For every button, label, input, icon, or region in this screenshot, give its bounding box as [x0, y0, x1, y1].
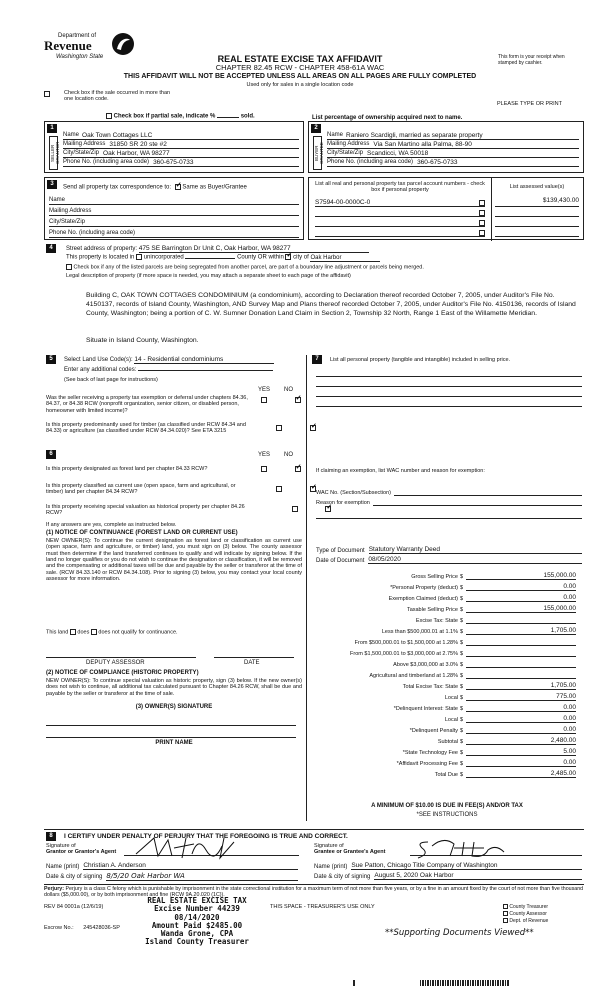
personal-line-3[interactable] [316, 393, 582, 397]
grantee-signature-line[interactable] [410, 850, 582, 856]
segregated-label: Check box if any of the listed parcels are being segregated from another parcel, are part of a boundary line adjustment or parcels being merged. [73, 264, 424, 271]
s5-no-header: NO [284, 387, 293, 393]
multi-location-label: Check box if the sale occurred in more than one location code. [64, 90, 171, 103]
grantee-name-label: Name (print) [314, 863, 348, 870]
calc-value[interactable]: 0.00 [466, 759, 576, 767]
doc-type-value[interactable]: Statutory Warranty Deed [369, 546, 582, 554]
partial-sale-checkbox[interactable] [106, 113, 112, 119]
copy-dor-label: Dept. of Revenue [509, 918, 549, 924]
seller-name-value[interactable]: Oak Town Cottages LLC [82, 131, 153, 139]
personal-property-label: List all personal property (tangible and intangible) included in selling price. [330, 357, 511, 363]
grantor-name-label: Name (print) [46, 863, 80, 870]
owner-signature-line[interactable] [46, 720, 296, 726]
personal-line-2[interactable] [316, 383, 582, 387]
section-7-calculation [310, 355, 584, 835]
s6-q1-yes-checkbox[interactable] [261, 466, 267, 472]
situate-text: Situate in Island County, Washington. [86, 337, 199, 344]
s5-q1-yes-checkbox[interactable] [261, 397, 267, 403]
grantor-name-value[interactable]: Christian A. Anderson [83, 862, 298, 870]
calc-value[interactable]: 155,000.00 [466, 572, 576, 580]
calc-label: From $1,500,000.01 to $3,000,000 at 2.75% [350, 650, 458, 657]
section-2-buyer [308, 121, 584, 173]
seller-addr-value[interactable]: 31850 SR 20 ste #2 [109, 140, 167, 148]
owner-print-name-line[interactable] [46, 732, 296, 738]
copy-dor-checkbox[interactable] [503, 918, 508, 923]
calc-label: Gross Selling Price [411, 573, 458, 580]
calc-row [310, 745, 584, 756]
seller-name-label: Name [63, 132, 80, 139]
seller-city-label: City/State/Zip [63, 150, 100, 157]
deputy-date-label: DATE [244, 660, 260, 666]
seller-phone-value[interactable]: 360-675-0733 [153, 158, 194, 166]
s6-no-header: NO [284, 452, 293, 458]
calc-label: Exemption Claimed (deduct) [388, 595, 458, 602]
receipt-note: This form is your receipt when stamped by cashier. [498, 54, 565, 66]
parcel-1-personal-checkbox[interactable] [479, 200, 485, 206]
wac-label: WAC No. (Section/Subsection) [316, 490, 391, 496]
stamp-line-5: Wanda Grone, CPA [160, 929, 234, 938]
calc-value[interactable] [466, 623, 576, 624]
section-5-land-use [44, 355, 304, 450]
calc-label: Subtotal [437, 738, 458, 745]
multi-location-row [44, 90, 194, 103]
dollar-sign: $ [460, 760, 464, 767]
calc-row [310, 613, 584, 624]
washington-state: Washington State [56, 54, 104, 60]
land-does-not-checkbox[interactable] [91, 629, 97, 635]
corr-addr-label: Mailing Address [49, 208, 92, 214]
land-label: This land [46, 629, 69, 636]
calc-value[interactable]: 5.00 [466, 748, 576, 756]
calc-value[interactable]: 775.00 [466, 693, 576, 701]
partial-sale-row [106, 113, 255, 120]
doc-date-label: Date of Document [316, 557, 365, 564]
calc-row [310, 701, 584, 712]
copy-treasurer-label: County Treasurer [509, 904, 549, 910]
assessed-value[interactable]: $139,430.00 [495, 197, 579, 207]
dollar-sign: $ [460, 606, 464, 613]
street-label: Street address of property: [66, 246, 138, 252]
calc-row [310, 690, 584, 701]
city-name[interactable]: Oak Harbor [310, 255, 380, 263]
grantor-signature-line[interactable] [124, 850, 299, 856]
copy-treasurer-checkbox[interactable] [503, 904, 508, 909]
sig-grantee-label-2: Grantee or Grantee's Agent [314, 849, 386, 856]
calc-label: Total Due [434, 771, 458, 778]
calc-value[interactable]: 0.00 [466, 715, 576, 723]
calc-row [310, 591, 584, 602]
section-1-seller [44, 121, 304, 173]
calc-value[interactable] [466, 667, 576, 668]
scan-mark-icon [353, 980, 355, 986]
dollar-sign: $ [460, 716, 464, 723]
middle-divider [306, 355, 307, 821]
calc-row [310, 723, 584, 734]
assessed-header: List assessed value(s) [509, 184, 565, 190]
stamp-line-1: REAL ESTATE EXCISE TAX [147, 896, 247, 905]
calc-label: Less than $500,000.01 at 1.1% [381, 628, 458, 635]
calc-label: *Personal Property (deduct) [390, 584, 458, 591]
exemption-label: If claiming an exemption, list WAC number and reason for exemption: [316, 468, 485, 474]
doc-type-label: Type of Document [316, 547, 365, 554]
section-2-number: 2 [311, 124, 321, 133]
calc-row [310, 602, 584, 613]
dollar-sign: $ [460, 749, 464, 756]
sig-grantee-label-1: Signature of [314, 843, 344, 849]
grantee-date-label: Date & city of signing [314, 873, 371, 880]
dollar-sign: $ [460, 617, 464, 624]
s5-q1: Was the seller receiving a property tax exemption or deferral under chapters 84.36, 84.37, or 84.38 RCW (nonprofit organization, senior citizen, or disabled person, homeowner with limited income)? [46, 395, 248, 414]
calc-label: Taxable Selling Price [406, 606, 458, 613]
treasurer-space: THIS SPACE - TREASURER'S USE ONLY [270, 904, 375, 910]
calc-label: *Delinquent Penalty [409, 727, 458, 734]
grantor-signature-icon [134, 834, 254, 860]
notice-3-title: (3) OWNER(S) SIGNATURE [135, 704, 213, 710]
section-3-number: 3 [47, 180, 57, 189]
calc-label: Local [444, 694, 458, 701]
calc-row [310, 624, 584, 635]
calc-value[interactable] [466, 645, 576, 646]
calc-value[interactable]: 0.00 [466, 726, 576, 734]
buyer-city-label: City/State/Zip [327, 150, 364, 157]
s6-q3: Is this property receiving special valuation as historical property per chapter 84.26 RCW? [46, 504, 245, 517]
dollar-sign: $ [460, 584, 464, 591]
section-1-number: 1 [47, 124, 57, 133]
same-as-buyer-label: Same as Buyer/Grantee [182, 184, 247, 191]
dollar-sign: $ [460, 672, 464, 679]
section-3-correspondence [44, 177, 304, 240]
section-7-number: 7 [312, 355, 322, 364]
revenue-word: Revenue [44, 38, 92, 53]
treasurer-stamp [132, 897, 262, 947]
minimum-note: A MINIMUM OF $10.00 IS DUE IN FEE(S) AND/OR TAX [371, 803, 523, 809]
calc-row [310, 569, 584, 580]
sig-grantor-label-2: Grantor or Grantor's Agent [46, 849, 117, 856]
calc-value[interactable]: 1,705.00 [466, 682, 576, 690]
dollar-sign: $ [460, 705, 464, 712]
calc-label: *Affidavit Processing Fee [396, 760, 458, 767]
partial-sale-percent[interactable] [217, 117, 239, 118]
seller-city-value[interactable]: Oak Harbor, WA 98277 [103, 149, 170, 157]
city-of-checkbox[interactable] [285, 254, 291, 260]
parcel-2-personal-checkbox[interactable] [479, 210, 485, 216]
buyer-addr-label: Mailing Address [327, 141, 370, 148]
land-does-label: does [77, 629, 90, 636]
stamp-line-2: Excise Number 44239 [154, 904, 240, 914]
segregated-checkbox[interactable] [66, 264, 72, 270]
s6-q1-no-checkbox[interactable] [295, 466, 301, 472]
buyer-name-label: Name [327, 132, 344, 139]
calc-value[interactable]: 0.00 [466, 594, 576, 602]
escrow-label: Escrow No.: [44, 925, 74, 931]
sig-grantor-label-1: Signature of [46, 843, 76, 849]
calc-value[interactable]: 155,000.00 [466, 605, 576, 613]
s5-q2: Is this property predominantly used for timber (as classified under RCW 84.34 and 84.33) or agriculture (as classified under RCW 84.34.020)? See ETA 3215 [46, 422, 246, 435]
dollar-sign: $ [460, 771, 464, 778]
sold-label: sold. [240, 113, 255, 120]
unincorporated-label: unincorporated [143, 254, 184, 261]
dollar-sign: $ [460, 650, 464, 657]
deputy-assessor-label: DEPUTY ASSESSOR [86, 660, 145, 666]
dollar-sign: $ [460, 628, 464, 635]
section-6-number: 6 [46, 450, 56, 459]
form-title: REAL ESTATE EXCISE TAX AFFIDAVIT [217, 54, 383, 64]
corr-phone-field[interactable] [49, 227, 299, 238]
s6-q2-yes-checkbox[interactable] [276, 486, 282, 492]
corr-name-label: Name [49, 197, 66, 203]
calc-row [310, 767, 584, 778]
dollar-sign: $ [460, 727, 464, 734]
s6-yes-header: YES [258, 452, 271, 458]
dollar-sign: $ [460, 738, 464, 745]
stamp-line-4: Amount Paid $2485.00 [151, 920, 243, 930]
located-or-label: County OR within [237, 254, 284, 261]
grantee-name-value[interactable]: Sue Patton, Chicago Title Company of Washington [351, 862, 582, 870]
escrow-value: 245428036-SP [83, 925, 120, 931]
calc-value[interactable]: 0.00 [466, 583, 576, 591]
calc-value[interactable] [466, 678, 576, 679]
stamp-line-6: Island County Treasurer [145, 937, 249, 947]
unincorporated-checkbox[interactable] [136, 254, 142, 260]
calc-row [310, 756, 584, 767]
parcel-number[interactable]: S7594-00-0000C-0 [315, 198, 371, 206]
calc-label: Total Excise Tax: State [402, 683, 458, 690]
calc-label: Local [444, 716, 458, 723]
buyer-phone-value[interactable]: 360-675-0733 [417, 158, 458, 166]
calc-row [310, 635, 584, 646]
notice-1-title: (1) NOTICE OF CONTINUANCE (FOREST LAND OR CURRENT USE) [46, 530, 238, 536]
calc-row [310, 712, 584, 723]
deputy-assessor-line[interactable] [46, 652, 196, 658]
corr-addr-field[interactable] [49, 205, 299, 216]
see-back-note: (See back of last page for instructions) [64, 377, 158, 383]
parcel-3-personal-checkbox[interactable] [479, 220, 485, 226]
calc-row [310, 646, 584, 657]
calc-value[interactable]: 2,480.00 [466, 737, 576, 745]
s5-yes-header: YES [258, 387, 271, 393]
calc-value[interactable] [466, 656, 576, 657]
grantee-signature-icon [414, 836, 524, 860]
same-as-buyer-checkbox[interactable] [175, 184, 181, 190]
additional-codes-field[interactable] [138, 370, 273, 371]
section-8-certify [44, 829, 584, 883]
calc-label: Excise Tax: State [415, 617, 458, 624]
land-use-value[interactable]: 14 - Residential condominiums [134, 356, 274, 364]
certify-text: I CERTIFY UNDER PENALTY OF PERJURY THAT THE FOREGOING IS TRUE AND CORRECT. [64, 833, 348, 840]
personal-line-4[interactable] [316, 403, 582, 407]
dollar-sign: $ [460, 595, 464, 602]
wac-field[interactable] [394, 490, 582, 496]
calc-row [310, 668, 584, 679]
land-does-not-label: does not qualify for continuance. [98, 629, 178, 636]
s6-q3-yes-checkbox[interactable] [292, 506, 298, 512]
perjury-label: Perjury: [44, 886, 65, 892]
s6-q2: Is this property classified as current use (open space, farm and agricultural, or timber) land per chapter 84.34 RCW? [46, 483, 236, 496]
ownership-note: List percentage of ownership acquired next to name. [312, 115, 463, 121]
calc-value[interactable]: 1,705.00 [466, 627, 576, 635]
calc-label: From $500,000.01 to $1,500,000 at 1.28% [354, 639, 458, 646]
print-name-label: PRINT NAME [155, 740, 193, 746]
seller-phone-label: Phone No. (including area code) [63, 159, 150, 166]
s6-q1: Is this property designated as forest land per chapter 84.33 RCW? [46, 466, 208, 472]
notice-1-text: NEW OWNER(S): To continue the current designation as forest land or classification as current use (open space, farm and agriculture, or timber) land, you must sign on (3) below. The county assessor must then determine if the land transferred continues to qualify and will indicate by signing below. If the land no longer qualifies or you do not wish to continue the designation or classification, it will be removed and the compensating or additional taxes will be due and payable by the seller or transferor at the time of sale. (RCW 84.33.140 or RCW 84.34.108). Prior to signing (3) below, you may contact your local county assessor for more information. [46, 538, 302, 582]
city-of-label: city of [293, 254, 309, 261]
located-label: This property is located in [66, 254, 135, 261]
calc-label: *Delinquent Interest: State [393, 705, 458, 712]
additional-codes-label: Enter any additional codes: [64, 367, 137, 373]
barcode-icon [420, 980, 510, 986]
calc-row [310, 679, 584, 690]
stamp-line-3: 08/14/2020 [174, 912, 220, 922]
s5-q2-yes-checkbox[interactable] [276, 425, 282, 431]
parcel-list-header: List all real and personal property tax parcel account numbers - check box if personal property [315, 181, 485, 194]
calc-label: Above $3,000,000 at 3.0% [393, 661, 458, 668]
reason-line-2[interactable] [316, 515, 582, 519]
s5-q1-no-checkbox[interactable] [295, 397, 301, 403]
section-8-number: 8 [46, 832, 56, 841]
parcel-4-personal-checkbox[interactable] [479, 230, 485, 236]
print-note: PLEASE TYPE OR PRINT [497, 101, 563, 107]
copy-assessor-checkbox[interactable] [503, 911, 508, 916]
calc-label: Agricultural and timberland at 1.28% [369, 672, 458, 679]
land-does-checkbox[interactable] [70, 629, 76, 635]
grantor-date-value[interactable]: 8/5/20 Oak Harbor WA [106, 872, 298, 881]
notice-2-title: (2) NOTICE OF COMPLIANCE (HISTORIC PROPERTY) [46, 670, 199, 676]
land-use-label: Select Land Use Code(s): [64, 357, 133, 363]
dollar-sign: $ [460, 661, 464, 668]
legal-label: Legal description of property (if more space is needed, you may attach a separate sheet to each page of the affidavit) [66, 273, 351, 279]
dept-of: Department of [58, 33, 97, 39]
s6-if-any: If any answers are yes, complete as instructed below. [46, 522, 177, 528]
supporting-documents: **Supporting Documents Viewed** [385, 928, 534, 938]
copy-assessor-label: County Assessor [509, 911, 547, 917]
form-warning: THIS AFFIDAVIT WILL NOT BE ACCEPTED UNLESS ALL AREAS ON ALL PAGES ARE FULLY COMPLETED [123, 73, 477, 80]
notice-2-text: NEW OWNER(S): To continue special valuation as historic property, sign (3) below. If the new owner(s) does not wish to continue, all additional tax calculated pursuant to Chapter 84.26 RCW, shall be due and payable by the seller or transferor at the time of sale. [46, 678, 302, 697]
multi-location-checkbox[interactable] [44, 91, 50, 97]
buyer-side-label: BUYER GRANTEE [313, 136, 322, 170]
parcel-list [308, 177, 584, 240]
calc-row [310, 580, 584, 591]
deputy-date-line[interactable] [214, 652, 294, 658]
calc-value[interactable]: 0.00 [466, 704, 576, 712]
dollar-sign: $ [460, 683, 464, 690]
grantee-date-value[interactable]: August 5, 2020 Oak Harbor [374, 872, 582, 880]
dollar-sign: $ [460, 639, 464, 646]
section-6-designations [44, 450, 304, 846]
dollar-sign: $ [460, 694, 464, 701]
buyer-addr-value[interactable]: Via San Martino alla Palma, 88-90 [373, 140, 472, 148]
calc-value[interactable]: 2,485.00 [466, 770, 576, 778]
section-5-number: 5 [46, 355, 56, 364]
buyer-name-value[interactable]: Raniero Scardigli, married as separate property [346, 131, 483, 139]
form-used-for: Used only for sales in a single location code [246, 82, 354, 88]
reason-label: Reason for exemption [316, 500, 370, 506]
personal-line-1[interactable] [316, 373, 582, 377]
seller-addr-label: Mailing Address [63, 141, 106, 148]
see-instructions: *SEE INSTRUCTIONS [416, 812, 478, 818]
calc-label: *State Technology Fee [402, 749, 458, 756]
street-value[interactable]: 475 SE Barrington Dr Unit C, Oak Harbor, WA 98277 [139, 245, 369, 253]
doc-date-value[interactable]: 08/05/2020 [368, 556, 582, 564]
rev-number: REV 84 0001a (12/6/19) [44, 904, 104, 910]
corr-city-field[interactable] [49, 216, 299, 227]
dollar-sign: $ [460, 573, 464, 580]
form-chapter: CHAPTER 82.45 RCW - CHAPTER 458-61A WAC [215, 63, 385, 72]
tax-calc-table [310, 569, 584, 778]
calc-row [310, 657, 584, 668]
corr-city-label: City/State/Zip [49, 219, 86, 225]
calc-row [310, 734, 584, 745]
corr-phone-label: Phone No. (including area code) [49, 230, 136, 236]
buyer-city-value[interactable]: Scandicci, WA 50018 [367, 149, 429, 157]
buyer-phone-label: Phone No. (including area code) [327, 159, 414, 166]
section-4-property [44, 244, 584, 352]
corr-name-field[interactable] [49, 194, 299, 205]
perjury-text: Perjury is a class C felony which is punishable by imprisonment in the state correctional institution for a maximum term of not more than five years, or by a fine in an amount fixed by the court of not more than five thousand dollars ($5,000.00), or by both imprisonment and fine (RCW 9A.20.020 (1C)). [44, 886, 584, 899]
legal-description[interactable]: Building C, OAK TOWN COTTAGES CONDOMINIUM (a condominium), according to Declaration thereof recorded October 7, 2005, under Auditor's File No. 4150137, records of Island County, Washington, AND Survey Map and Plans thereof recorded October 7, 2005, under Auditor's File No. 4150136, records of Island County, Washington; being a portion of C. W. Sumner Donation Land Claim in Section 2, Township 32 North, Range 1 East of the Willamette Meridian. [86, 292, 576, 317]
seller-side-label: SELLER GRANTOR [49, 136, 58, 170]
reason-field[interactable] [373, 500, 582, 506]
partial-sale-label: Check box if partial sale, indicate % [113, 113, 216, 120]
section-4-number: 4 [46, 244, 56, 253]
grantor-date-label: Date & city of signing [46, 874, 103, 881]
send-label: Send all property tax correspondence to: [63, 184, 172, 191]
